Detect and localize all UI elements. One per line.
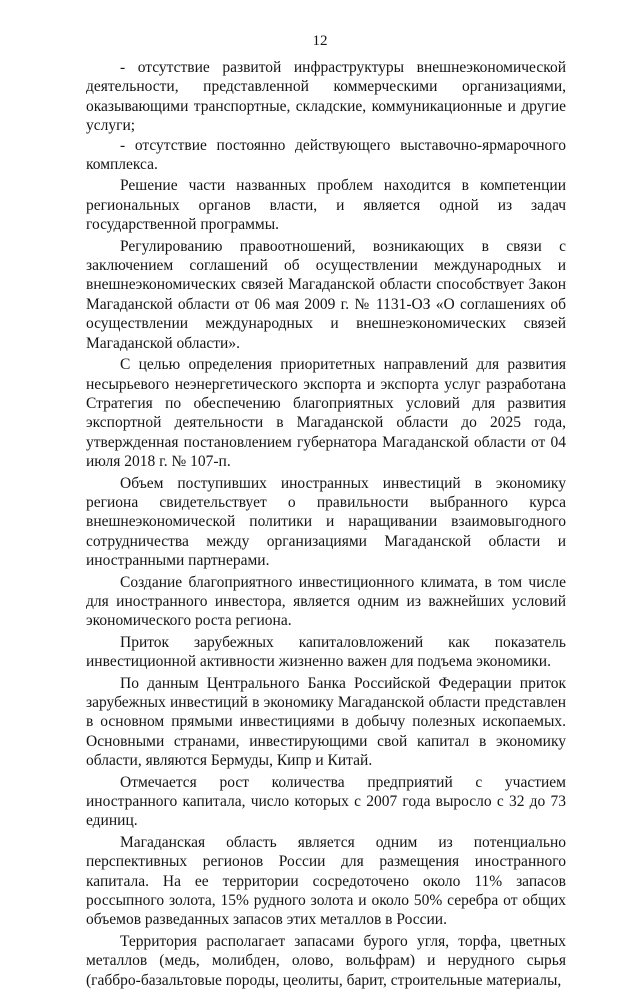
page-number: 12 (312, 33, 328, 49)
paragraph: Магаданская область является одним из потенциально перспективных регионов России для размещения иностранного капитала. На ее территории сосредоточено около 11% запасов россыпного золота, 15% рудного золота и около 50% серебра от общих объемов разведанных запасов этих металлов в России. (86, 833, 566, 929)
paragraph: - отсутствие постоянно действующего выставочно-ярмарочного комплекса. (86, 136, 566, 174)
paragraph: Объем поступивших иностранных инвестиций в экономику региона свидетельствует о правильности выбранного курса внешнеэкономической политики и наращивании взаимовыгодного сотрудничества между организациями Магаданской области и иностранными партнерами. (86, 474, 566, 570)
paragraph: Решение части названных проблем находится в компетенции региональных органов власти, и является одной из задач государственной программы. (86, 177, 566, 234)
paragraph: С целью определения приоритетных направлений для развития несырьевого неэнергетического экспорта и экспорта услуг разработана Стратегия по обеспечению благоприятных условий для развития экспортной деятельности в Магаданской области до 2025 года, утвержденная постановлением губернатора Магаданской области от 04 июля 2018 г. № 107-п. (86, 356, 566, 471)
paragraph: Регулированию правоотношений, возникающих в связи с заключением соглашений об осуществлении международных и внешнеэкономических связей Магаданской области способствует Закон Магаданской области от 06 мая 2009 г. № 1131-ОЗ «О соглашениях об осуществлении международных и внешнеэкономических связей Магаданской области». (86, 237, 566, 352)
document-body (86, 58, 566, 990)
paragraph: Территория располагает запасами бурого угля, торфа, цветных металлов (медь, молибден, олово, вольфрам) и нерудного сырья (габбро-базальтовые породы, цеолиты, барит, строительные материалы, (86, 932, 566, 989)
paragraph: Отмечается рост количества предприятий с участием иностранного капитала, число которых с 2007 года выросло с 32 до 73 единиц. (86, 773, 566, 830)
paragraph: Приток зарубежных капиталовложений как показатель инвестиционной активности жизненно важен для подъема экономики. (86, 633, 566, 671)
paragraph: По данным Центрального Банка Российской Федерации приток зарубежных инвестиций в экономику Магаданской области представлен в основном прямыми инвестициями в добычу полезных ископаемых. Основными странами, инвестирующими свой капитал в экономику области, являются Бермуды, Кипр и Китай. (86, 674, 566, 770)
paragraph: - отсутствие развитой инфраструктуры внешнеэкономической деятельности, представленной коммерческими организациями, оказывающими транспортные, складские, коммуникационные и другие услуги; (86, 59, 566, 135)
paragraph: Создание благоприятного инвестиционного климата, в том числе для иностранного инвестора, является одним из важнейших условий экономического роста региона. (86, 573, 566, 630)
